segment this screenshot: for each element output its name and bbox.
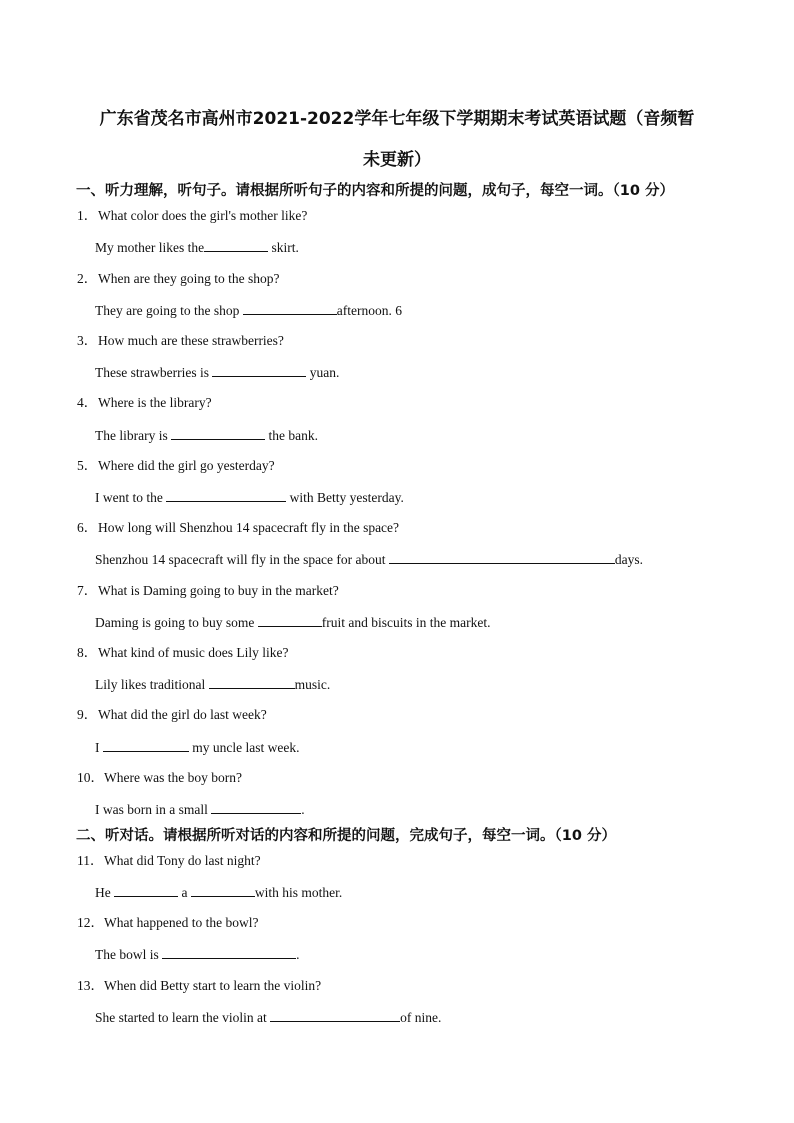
section-2-heading: 二、听对话。请根据所听对话的内容和所提的问题，完成句子，每空一词。（10 分） bbox=[76, 828, 616, 844]
answer-4: The library is the bank. bbox=[95, 428, 318, 443]
answer-8: Lily likes traditional music. bbox=[95, 677, 331, 692]
answer-2: They are going to the shop afternoon. 6 bbox=[95, 303, 402, 318]
exam-title-line-1: 广东省茂名市高州市2021-2022学年七年级下学期期末考试英语试题（音频暂 bbox=[99, 109, 695, 129]
answer-blank[interactable] bbox=[191, 883, 255, 897]
question-13: 13．When did Betty start to learn the violin? bbox=[77, 978, 322, 993]
answer-blank[interactable] bbox=[162, 945, 296, 959]
answer-blank[interactable] bbox=[270, 1008, 400, 1022]
answer-blank[interactable] bbox=[212, 363, 306, 377]
answer-1: My mother likes the skirt. bbox=[95, 240, 299, 255]
section-1-heading: 一、听力理解，听句子。请根据所听句子的内容和所提的问题，成句子，每空一词。（10 分） bbox=[76, 183, 674, 199]
question-2: 2．When are they going to the shop? bbox=[77, 271, 280, 286]
answer-blank[interactable] bbox=[209, 675, 295, 689]
answer-13: She started to learn the violin at of nine. bbox=[95, 1010, 442, 1025]
answer-blank[interactable] bbox=[114, 883, 178, 897]
question-8: 8．What kind of music does Lily like? bbox=[77, 645, 289, 660]
question-10: 10．Where was the boy born? bbox=[77, 770, 242, 785]
answer-blank[interactable] bbox=[103, 738, 189, 752]
question-4: 4．Where is the library? bbox=[77, 395, 212, 410]
answer-6: Shenzhou 14 spacecraft will fly in the space for about days. bbox=[95, 552, 644, 567]
answer-7: Daming is going to buy some fruit and biscuits in the market. bbox=[95, 615, 491, 630]
answer-10: I was born in a small . bbox=[95, 802, 305, 817]
answer-blank[interactable] bbox=[204, 238, 268, 252]
answer-blank[interactable] bbox=[211, 800, 301, 814]
question-12: 12．What happened to the bowl? bbox=[77, 915, 259, 930]
answer-11: He a with his mother. bbox=[95, 885, 343, 900]
answer-9: I my uncle last week. bbox=[95, 740, 300, 755]
answer-blank[interactable] bbox=[166, 488, 286, 502]
answer-3: These strawberries is yuan. bbox=[95, 365, 340, 380]
answer-blank[interactable] bbox=[243, 301, 337, 315]
question-1: 1．What color does the girl's mother like? bbox=[77, 208, 308, 223]
question-11: 11．What did Tony do last night? bbox=[77, 853, 261, 868]
question-6: 6．How long will Shenzhou 14 spacecraft fly in the space? bbox=[77, 520, 400, 535]
question-9: 9．What did the girl do last week? bbox=[77, 707, 267, 722]
answer-5: I went to the with Betty yesterday. bbox=[95, 490, 404, 505]
answer-12: The bowl is . bbox=[95, 947, 300, 962]
question-5: 5．Where did the girl go yesterday? bbox=[77, 458, 275, 473]
answer-blank[interactable] bbox=[258, 613, 322, 627]
exam-title-line-2: 未更新） bbox=[363, 150, 431, 170]
question-7: 7．What is Daming going to buy in the market? bbox=[77, 583, 339, 598]
answer-blank[interactable] bbox=[171, 426, 265, 440]
question-3: 3．How much are these strawberries? bbox=[77, 333, 284, 348]
answer-blank[interactable] bbox=[389, 550, 615, 564]
